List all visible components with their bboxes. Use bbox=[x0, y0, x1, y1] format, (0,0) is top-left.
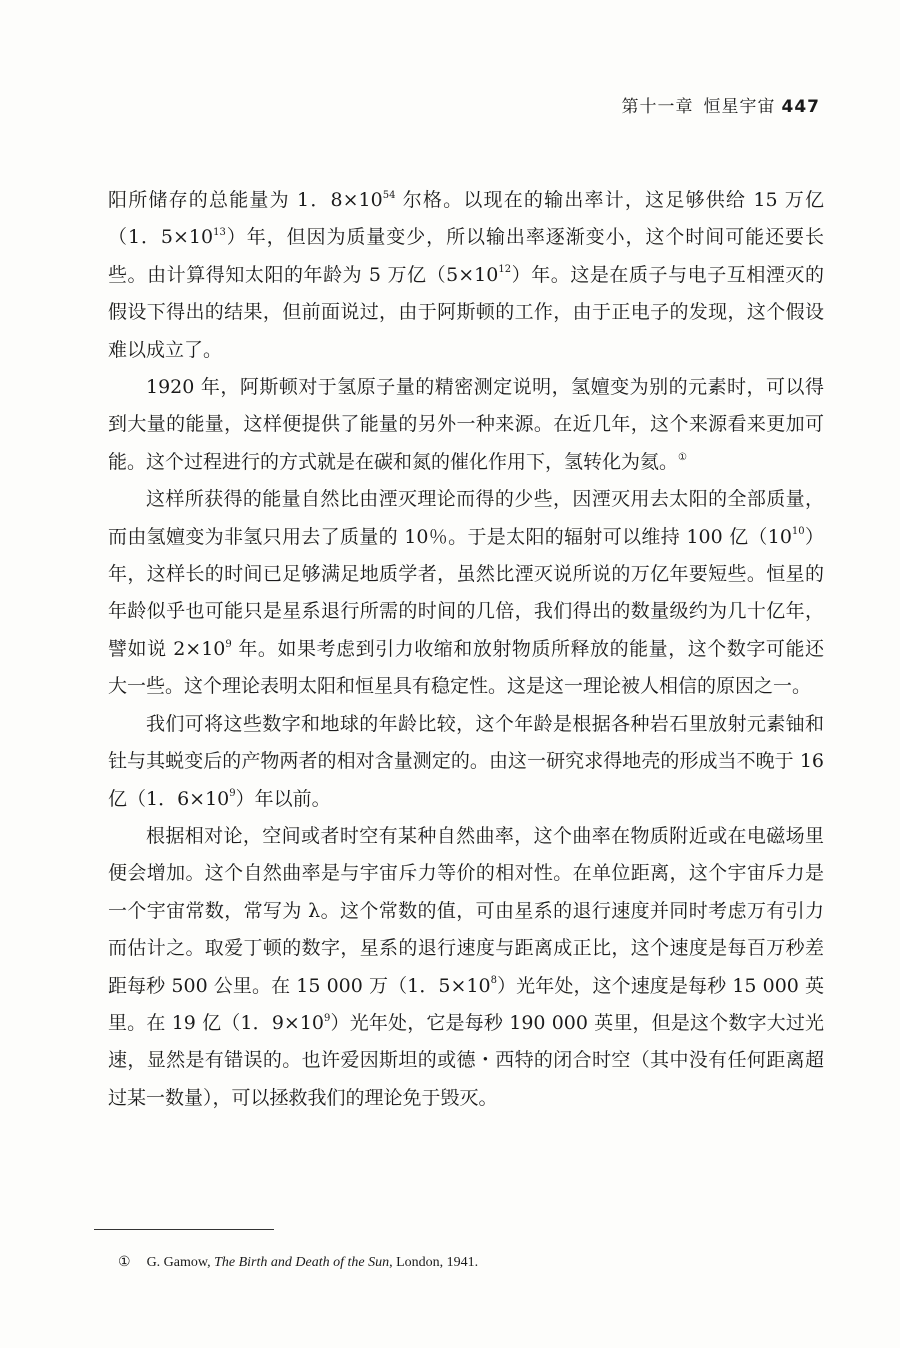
superscript: 9 bbox=[324, 1012, 331, 1024]
footnote-mark: ① bbox=[118, 1255, 131, 1270]
running-head bbox=[560, 92, 820, 117]
text-run: 根据相对论，空间或者时空有某种自然曲率，这个曲率在物质附近或在电磁场里便会增加。这个自然曲率是与宇宙斥力等价的相对性。在单位距离，这个宇宙斥力是一个宇宙常数，常写为 λ。这个常数的值，可由星系的退行速度并同时考虑万有引力而估计之。取爱丁顿的数字，星系的退行速度与距离成正比，这个速度是每百万秒差距每秒 500 公里。在 15 000 万（1．5×10 bbox=[108, 824, 824, 997]
chapter-title: 恒星宇宙 bbox=[703, 97, 776, 117]
text-run: ）年。这是在质子与电子互相湮灭的假设下得出的结果，但前面说过，由于阿斯顿的工作，由于正电子的发现，这个假设难以成立了。 bbox=[108, 263, 824, 361]
text-run: 我们可将这些数字和地球的年龄比较，这个年龄是根据各种岩石里放射元素铀和钍与其蜕变后的产物两者的相对含量测定的。由这一研究求得地壳的形成当不晚于 16 亿（1．6×10 bbox=[108, 712, 824, 810]
text-run: 阳所储存的总能量为 1．8×10 bbox=[108, 189, 383, 211]
footnote-rule bbox=[94, 1229, 274, 1230]
paragraph bbox=[108, 818, 824, 1117]
text-run: ）光年处，它是每秒 190 000 英里，但是这个数字大过光速，显然是有错误的。也许爱因斯坦的或德・西特的闭合时空（其中没有任何距离超过某一数量），可以拯救我们的理论免于毁灭。 bbox=[108, 1011, 824, 1109]
superscript: 8 bbox=[490, 975, 497, 987]
body-text bbox=[108, 182, 824, 1117]
paragraph bbox=[108, 369, 824, 481]
paragraph bbox=[108, 182, 824, 369]
text-run: 1920 年，阿斯顿对于氢原子量的精密测定说明，氢嬗变为别的元素时，可以得到大量的能量，这样便提供了能量的另外一种来源。在近几年，这个来源看来更加可能。这个过程进行的方式就是在碳和氮的催化作用下，氢转化为氦。 bbox=[108, 376, 824, 473]
superscript: 54 bbox=[382, 189, 396, 201]
footnote bbox=[118, 1254, 478, 1271]
chapter-label: 第十一章 bbox=[621, 97, 694, 117]
superscript: 13 bbox=[213, 227, 226, 239]
superscript: 12 bbox=[498, 264, 512, 276]
text-run: 年。如果考虑到引力收缩和放射物质所释放的能量，这个数字可能还大一些。这个理论表明太阳和恒星具有稳定性。这是这一理论被人相信的原因之一。 bbox=[108, 637, 824, 698]
text-run: ）年，但因为质量变少，所以输出率逐渐变小，这个时间可能还要长些。由计算得知太阳的年龄为 5 万亿（5×10 bbox=[108, 226, 824, 286]
text-run: ）年，这样长的时间已足够满足地质学者，虽然比湮灭说所说的万亿年要短些。恒星的年龄似乎也可能只是星系退行所需的时间的几倍，我们得出的数量级约为几十亿年，譬如说 2×10 bbox=[108, 525, 824, 660]
superscript: 10 bbox=[791, 526, 805, 538]
text-run: ）光年处，这个速度是每秒 15 000 英里。在 19 亿（1．9×10 bbox=[108, 974, 824, 1034]
paragraph bbox=[108, 706, 824, 818]
text-run: 这样所获得的能量自然比由湮灭理论而得的少些，因湮灭用去太阳的全部质量，而由氢嬗变为非氢只用去了质量的 10％。于是太阳的辐射可以维持 100 亿（10 bbox=[108, 488, 824, 548]
footnote-publication: , London, 1941. bbox=[389, 1255, 479, 1270]
footnote-author: G. Gamow, bbox=[146, 1255, 211, 1270]
superscript: 9 bbox=[225, 638, 232, 650]
text-run: ）年以前。 bbox=[235, 787, 331, 810]
paragraph bbox=[108, 481, 824, 705]
superscript: 9 bbox=[229, 788, 236, 800]
footnote-book-title: The Birth and Death of the Sun bbox=[214, 1255, 390, 1270]
superscript: ① bbox=[678, 451, 687, 463]
page-number: 447 bbox=[781, 97, 820, 117]
text-run: 尔格。以现在的输出率计，这足够供给 15 万亿（1．5×10 bbox=[108, 189, 824, 249]
